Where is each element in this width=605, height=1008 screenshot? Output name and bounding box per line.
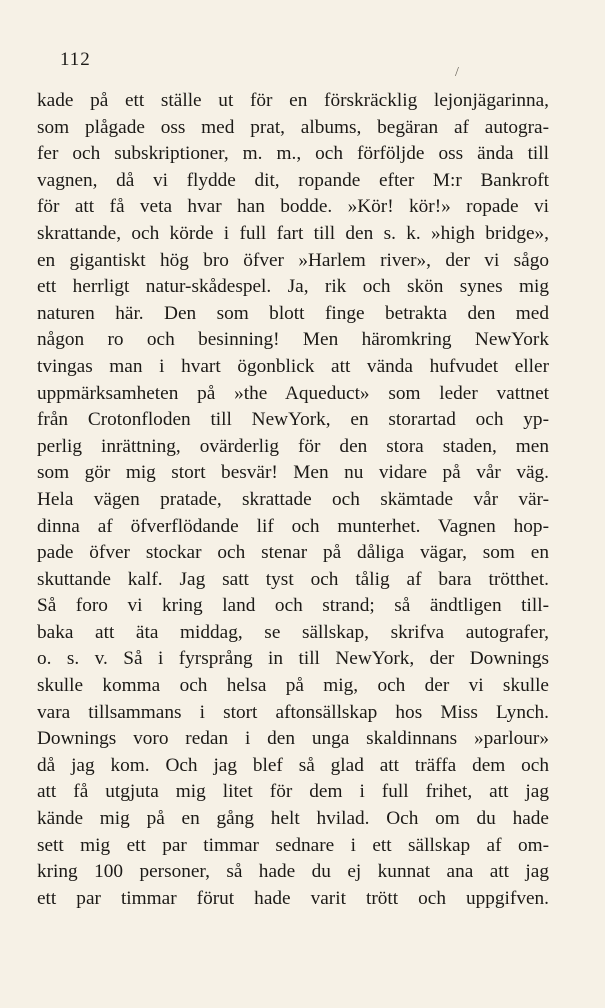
text-line: vagnen, då vi flydde dit, ropande efter M:r Bankroft (37, 169, 549, 191)
text-line: för att få veta hvar han bodde. »Kör! kör!» ropade vi (37, 196, 549, 218)
text-line: sett mig ett par timmar sednare i ett sällskap af om- (37, 834, 549, 856)
text-line: tvingas man i hvart ögonblick att vända hufvudet eller (37, 355, 549, 377)
text-line: en gigantiskt hög bro öfver »Harlem river», der vi sågo (37, 249, 549, 271)
page-number: 112 (60, 49, 91, 70)
text-line: någon ro och besinning! Men häromkring NewYork (37, 329, 549, 351)
text-line: då jag kom. Och jag blef så glad att träffa dem och (37, 754, 549, 776)
text-line: som gör mig stort besvär! Men nu vidare på vår väg. (37, 462, 549, 484)
text-line: skrattande, och körde i full fart till den s. k. »high bridge», (37, 222, 549, 244)
body-text (37, 88, 549, 912)
text-line: fer och subskriptioner, m. m., och förföljde oss ända till (37, 143, 549, 165)
text-line: kade på ett ställe ut för en förskräcklig lejonjägarinna, (37, 90, 549, 111)
text-line: Så foro vi kring land och strand; så ändtligen till- (37, 595, 549, 617)
text-line: uppmärksamheten på »the Aqueduct» som leder vattnet (37, 382, 549, 404)
text-line: Downings voro redan i den unga skaldinnans »parlour» (37, 728, 549, 750)
text-line: vara tillsammans i stort aftonsällskap hos Miss Lynch. (37, 701, 549, 723)
text-line: Hela vägen pratade, skrattade och skämtade vår vär- (37, 488, 549, 510)
text-line: ett herrligt natur-skådespel. Ja, rik och skön synes mig (37, 276, 549, 298)
text-line: skulle komma och helsa på mig, och der vi skulle (37, 675, 549, 697)
text-line: som plågade oss med prat, albums, begäran af autogra- (37, 116, 549, 138)
text-line: baka att äta middag, se sällskap, skrifva autografer, (37, 621, 549, 643)
text-line: naturen här. Den som blott finge betrakta den med (37, 302, 549, 324)
text-line: pade öfver stockar och stenar på dåliga vägar, som en (37, 542, 549, 564)
text-line: skuttande kalf. Jag satt tyst och tålig af bara trötthet. (37, 568, 549, 590)
text-line: kring 100 personer, så hade du ej kunnat ana att jag (37, 861, 549, 883)
text-line: ett par timmar förut hade varit trött och uppgifven. (37, 887, 549, 909)
text-line: dinna af öfverflödande lif och munterhet. Vagnen hop- (37, 515, 549, 537)
text-line: o. s. v. Så i fyrsprång in till NewYork, der Downings (37, 648, 549, 670)
text-line: från Crotonfloden till NewYork, en storartad och yp- (37, 409, 549, 431)
text-line: kände mig på en gång helt hvilad. Och om du hade (37, 808, 549, 830)
text-line: att få utgjuta mig litet för dem i full frihet, att jag (37, 781, 549, 803)
text-line: perlig inrättning, ovärderlig för den stora staden, men (37, 435, 549, 457)
margin-mark: / (455, 65, 459, 80)
